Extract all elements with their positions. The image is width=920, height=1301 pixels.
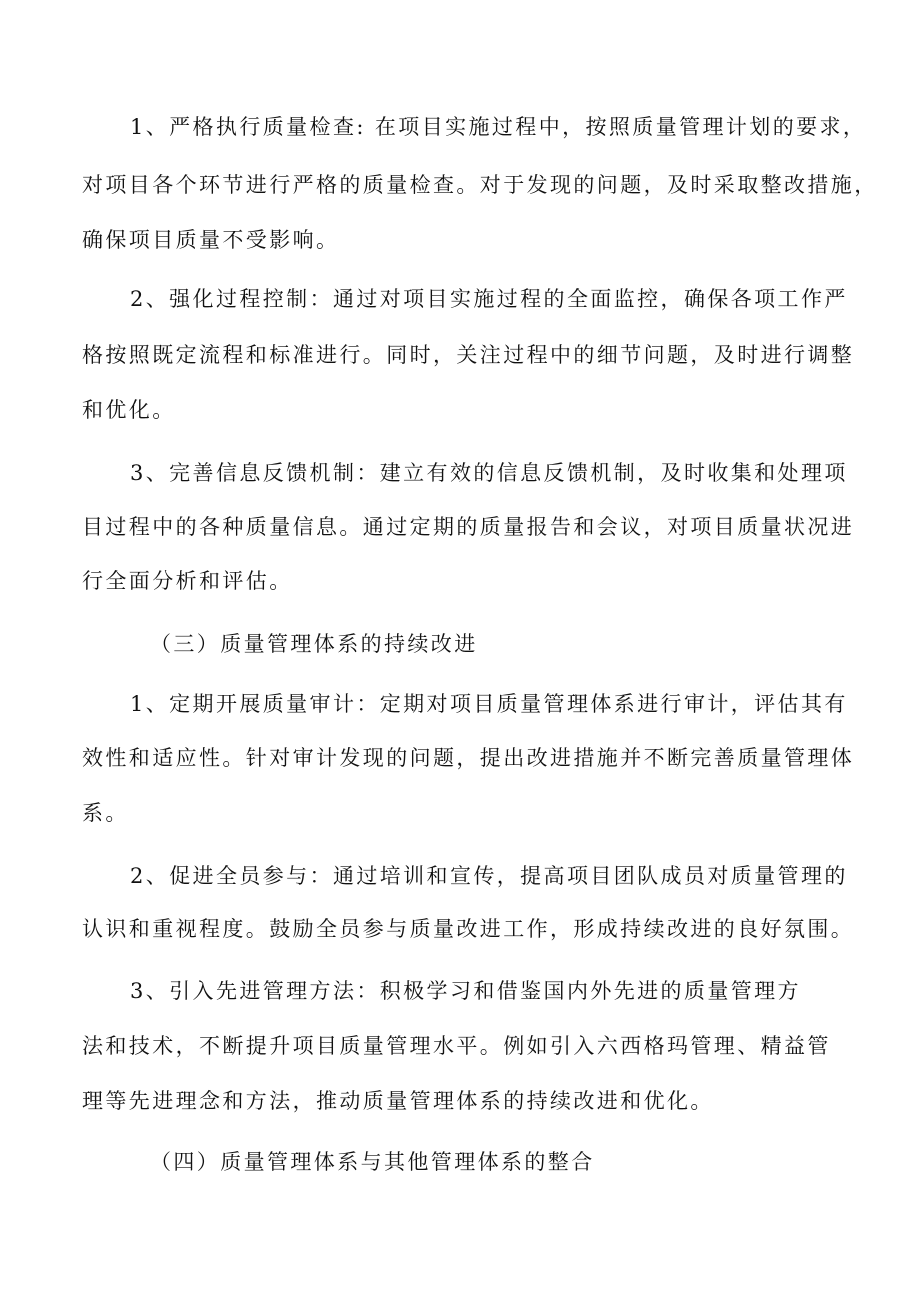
paragraph-line: 认识和重视程度。鼓励全员参与质量改进工作，形成持续改进的良好氛围。 (82, 917, 855, 941)
paragraph-line: 系。 (82, 801, 129, 825)
paragraph-line: 目过程中的各种质量信息。通过定期的质量报告和会议，对项目质量状况进 (82, 515, 855, 539)
paragraph-line: 格按照既定流程和标准进行。同时，关注过程中的细节问题，及时进行调整 (82, 343, 855, 367)
section-heading: （四）质量管理体系与其他管理体系的整合 (150, 1150, 595, 1174)
paragraph-line: 2、促进全员参与：通过培训和宣传，提高项目团队成员对质量管理的 (130, 864, 848, 888)
paragraph-line: 对项目各个环节进行严格的质量检查。对于发现的问题，及时采取整改措施， (82, 173, 878, 197)
paragraph-line: 确保项目质量不受影响。 (82, 228, 340, 252)
paragraph-line: 和优化。 (82, 398, 176, 422)
paragraph-line: 理等先进理念和方法，推动质量管理体系的持续改进和优化。 (82, 1089, 714, 1113)
paragraph-line: 1、严格执行质量检查: 在项目实施过程中，按照质量管理计划的要求， (130, 115, 867, 139)
paragraph-line: 效性和适应性。针对审计发现的问题，提出改进措施并不断完善质量管理体 (82, 746, 855, 770)
paragraph-line: 1、定期开展质量审计：定期对项目质量管理体系进行审计，评估其有 (130, 692, 848, 716)
paragraph-line: 3、引入先进管理方法：积极学习和借鉴国内外先进的质量管理方 (130, 979, 801, 1003)
paragraph-line: 2、强化过程控制：通过对项目实施过程的全面监控，确保各项工作严 (130, 287, 848, 311)
section-heading: （三）质量管理体系的持续改进 (150, 632, 478, 656)
paragraph-line: 法和技术，不断提升项目质量管理水平。例如引入六西格玛管理、精益管 (82, 1034, 831, 1058)
paragraph-line: 行全面分析和评估。 (82, 569, 293, 593)
paragraph-line: 3、完善信息反馈机制：建立有效的信息反馈机制，及时收集和处理项 (130, 461, 848, 485)
